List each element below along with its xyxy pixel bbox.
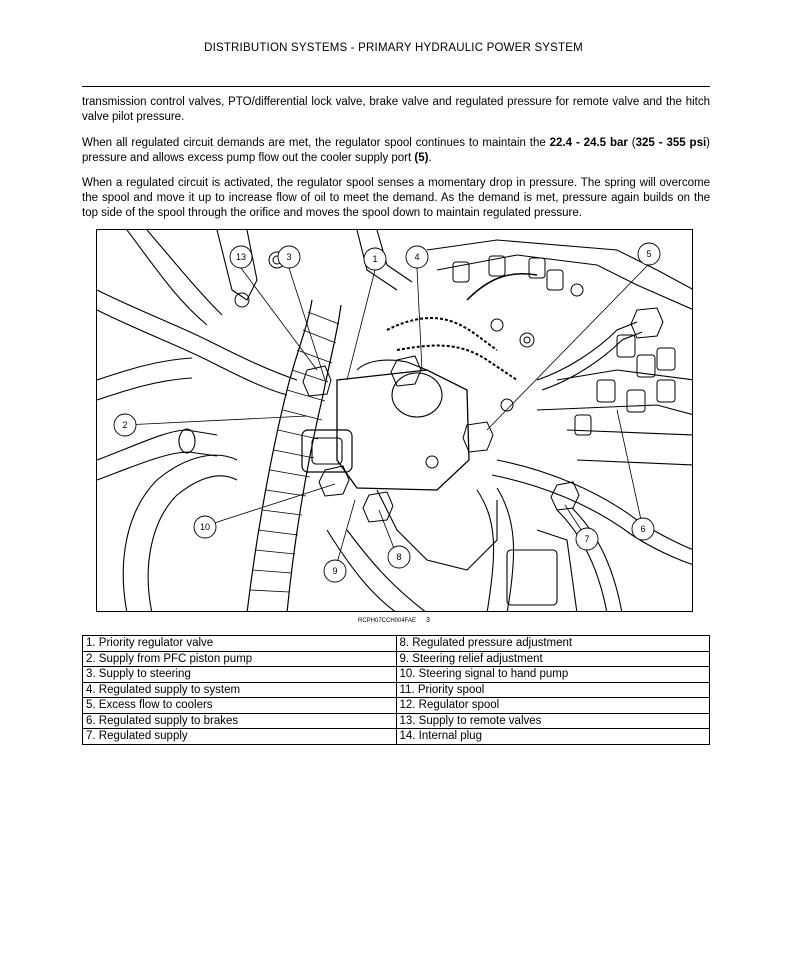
- callout-2-label: 2: [122, 420, 128, 430]
- callout-10-label: 10: [199, 522, 211, 532]
- legend-cell: 7. Regulated supply: [83, 729, 397, 745]
- callout-5-label: 5: [646, 249, 652, 259]
- callout-6-label: 6: [640, 524, 646, 534]
- table-row: [83, 698, 710, 714]
- p2-text-2: (: [627, 137, 636, 149]
- legend-cell: 1. Priority regulator valve: [83, 636, 397, 652]
- paragraph-2: [82, 136, 710, 166]
- table-row: [83, 667, 710, 683]
- port-reference: (5): [414, 152, 429, 164]
- p2-text-3: ) pressure and allows excess pump flow out the cooler supply port: [82, 137, 711, 164]
- callout-1-label: 1: [372, 254, 378, 264]
- figure-caption: [358, 617, 430, 624]
- callout-7-label: 7: [584, 534, 590, 544]
- paragraph-3: When a regulated circuit is activated, the regulator spool senses a momentary drop in pressure. The spring will overcome the spool and move it up to increase flow of oil to meet the demand. As the demand is met, pressure again builds on the top side of the spool through the orifice and moves the spool down to maintain regulated pressure.: [82, 177, 710, 219]
- callout-9-label: 9: [332, 566, 338, 576]
- callout-4-label: 4: [414, 252, 420, 262]
- table-row: [83, 651, 710, 667]
- paragraph-1: transmission control valves, PTO/differential lock valve, brake valve and regulated pressure for remote valve and the hitch valve pilot pressure.: [82, 96, 710, 123]
- legend-cell: 6. Regulated supply to brakes: [83, 713, 397, 729]
- callout-13-label: 13: [235, 252, 247, 262]
- header-rule: [82, 86, 710, 87]
- legend-cell: 12. Regulator spool: [396, 698, 710, 714]
- figure-caption-number: 3: [426, 617, 430, 624]
- callout-3-label: 3: [286, 252, 292, 262]
- p2-text-4: .: [428, 152, 432, 164]
- legend-cell: 11. Priority spool: [396, 682, 710, 698]
- hydraulic-valve-illustration: [96, 229, 693, 612]
- p2-text-1: When all regulated circuit demands are met, the regulator spool continues to maintain the: [82, 137, 550, 149]
- legend-cell: 13. Supply to remote valves: [396, 713, 710, 729]
- legend-cell: 3. Supply to steering: [83, 667, 397, 683]
- legend-cell: 9. Steering relief adjustment: [396, 651, 710, 667]
- page-header: DISTRIBUTION SYSTEMS - PRIMARY HYDRAULIC POWER SYSTEM: [204, 42, 583, 54]
- legend-cell: 5. Excess flow to coolers: [83, 698, 397, 714]
- legend-cell: 8. Regulated pressure adjustment: [396, 636, 710, 652]
- pressure-bar-value: 22.4 - 24.5 bar: [549, 137, 628, 149]
- legend-cell: 10. Steering signal to hand pump: [396, 667, 710, 683]
- table-row: [83, 729, 710, 745]
- callout-8-label: 8: [396, 552, 402, 562]
- table-row: [83, 713, 710, 729]
- figure-caption-code: RCPH07CCH004FAE: [358, 618, 417, 624]
- legend-table: [82, 635, 710, 745]
- illustration-drawing: [97, 230, 693, 612]
- table-row: [83, 636, 710, 652]
- legend-cell: 4. Regulated supply to system: [83, 682, 397, 698]
- table-row: [83, 682, 710, 698]
- legend-cell: 14. Internal plug: [396, 729, 710, 745]
- legend-cell: 2. Supply from PFC piston pump: [83, 651, 397, 667]
- pressure-psi-value: 325 - 355 psi: [635, 137, 707, 149]
